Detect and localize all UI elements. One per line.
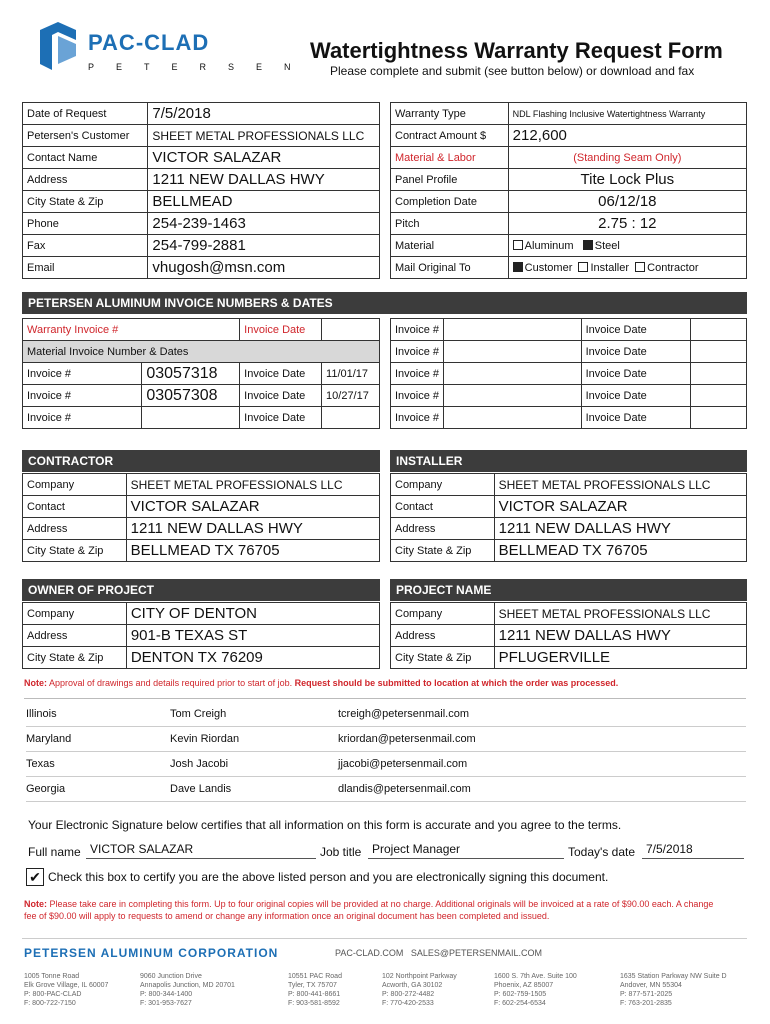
certify-text: Check this box to certify you are the above listed person and you are electronically signing this document.	[48, 870, 609, 884]
label: Invoice Date	[240, 407, 322, 429]
label: Contact	[23, 496, 127, 518]
label: Address	[23, 625, 127, 647]
label: City State & Zip	[391, 647, 495, 669]
label: Panel Profile	[391, 169, 509, 191]
job-title-label: Job title	[320, 845, 362, 859]
invoice-left-table	[22, 318, 380, 429]
invoice-date-field[interactable]: 10/27/17	[322, 385, 380, 407]
label: Contact	[391, 496, 495, 518]
phone-field[interactable]: 254-239-1463	[148, 213, 380, 235]
owner-address-field[interactable]: 901-B TEXAS ST	[126, 625, 379, 647]
city-field[interactable]: BELLMEAD	[148, 191, 380, 213]
label: Address	[23, 169, 148, 191]
material-invoice-title: Material Invoice Number & Dates	[23, 341, 380, 363]
invoice-number-field[interactable]: 03057318	[142, 363, 240, 385]
contract-amount-field[interactable]: 212,600	[508, 125, 746, 147]
label: City State & Zip	[23, 647, 127, 669]
full-name-field[interactable]	[86, 842, 316, 859]
label: Address	[391, 518, 495, 540]
invoice-number-field[interactable]	[444, 319, 582, 341]
invoice-right-table	[390, 318, 747, 429]
label: Warranty Type	[391, 103, 509, 125]
invoice-number-field[interactable]	[444, 341, 582, 363]
contact-state: Georgia	[26, 783, 66, 795]
installer-table	[390, 473, 747, 562]
project-company-field[interactable]: SHEET METAL PROFESSIONALS LLC	[494, 603, 746, 625]
note-text: Approval of drawings and details required prior to start of job.	[49, 678, 293, 688]
contact-email[interactable]: dlandis@petersenmail.com	[338, 783, 471, 795]
project-city-field[interactable]: PFLUGERVILLE	[494, 647, 746, 669]
label: Petersen's Customer	[23, 125, 148, 147]
label: Invoice #	[23, 407, 142, 429]
panel-profile-field[interactable]: Tite Lock Plus	[508, 169, 746, 191]
address-field[interactable]: 1211 NEW DALLAS HWY	[148, 169, 380, 191]
label: Invoice Date	[240, 363, 322, 385]
installer-checkbox[interactable]	[578, 262, 588, 272]
contact-name: Tom Creigh	[170, 708, 227, 720]
fee-note	[24, 898, 728, 922]
label: Company	[23, 603, 127, 625]
owner-company-field[interactable]: CITY OF DENTON	[126, 603, 379, 625]
warranty-invoice-label: Warranty Invoice #	[23, 319, 240, 341]
label: Invoice #	[391, 319, 444, 341]
office-address: 1005 Tonne Road Elk Grove Village, IL 60007 P: 800-PAC-CLAD F: 800-722-7150	[24, 973, 109, 1007]
email-field[interactable]: vhugosh@msn.com	[148, 257, 380, 279]
date-field[interactable]: 7/5/2018	[148, 103, 380, 125]
label: Contract Amount $	[391, 125, 509, 147]
footer-company: PETERSEN ALUMINUM CORPORATION	[24, 946, 279, 960]
full-name-value: VICTOR SALAZAR	[90, 842, 194, 856]
form-title: Watertightness Warranty Request Form	[310, 38, 723, 63]
contractor-city-field[interactable]: BELLMEAD TX 76705	[126, 540, 379, 562]
note-text: Please take care in completing this form. Up to four original copies will be provided at no charge. Additional originals will be invoiced at a rate of $90.00 each. A change fee of $90.00 will apply to requests to amend or change any information once an original document has been completed and issued.	[24, 899, 714, 921]
contact-state: Texas	[26, 758, 55, 770]
full-name-label: Full name	[28, 845, 81, 859]
customer-checkbox[interactable]	[513, 262, 523, 272]
date-field[interactable]	[642, 842, 744, 859]
contractor-table	[22, 473, 380, 562]
installer-city-field[interactable]: BELLMEAD TX 76705	[494, 540, 746, 562]
label: Invoice Date	[581, 319, 690, 341]
owner-city-field[interactable]: DENTON TX 76209	[126, 647, 379, 669]
pitch-field[interactable]: 2.75 : 12	[508, 213, 746, 235]
office-address: 102 Northpoint Parkway Acworth, GA 30102 P: 800-272-4482 F: 770-420-2533	[382, 973, 457, 1007]
signature-statement: Your Electronic Signature below certifies that all information on this form is accurate and you agree to the terms.	[28, 818, 622, 832]
label: Company	[391, 603, 495, 625]
option-label: Installer	[590, 261, 630, 274]
label: Invoice #	[391, 341, 444, 363]
installer-contact-field[interactable]: VICTOR SALAZAR	[494, 496, 746, 518]
sales-contacts	[26, 702, 748, 802]
contact-name: Kevin Riordan	[170, 733, 240, 745]
contractor-checkbox[interactable]	[635, 262, 645, 272]
contractor-address-field[interactable]: 1211 NEW DALLAS HWY	[126, 518, 379, 540]
invoice-number-field[interactable]	[444, 385, 582, 407]
invoice-date-field[interactable]	[690, 407, 746, 429]
form-subtitle: Please complete and submit (see button below) or download and fax	[330, 64, 695, 78]
office-address: 10551 PAC Road Tyler, TX 75707 P: 800-441-8661 F: 903-581-8592	[288, 973, 342, 1007]
steel-checkbox[interactable]	[583, 240, 593, 250]
invoice-number-field[interactable]	[444, 407, 582, 429]
note-label: Note:	[24, 678, 47, 688]
note-emphasis: Request should be submitted to location at which the order was processed.	[294, 678, 619, 688]
label: City State & Zip	[23, 540, 127, 562]
label: Invoice Date	[581, 385, 690, 407]
label: City State & Zip	[23, 191, 148, 213]
option-label: Contractor	[647, 261, 699, 274]
customer-field[interactable]: SHEET METAL PROFESSIONALS LLC	[148, 125, 380, 147]
installer-address-field[interactable]: 1211 NEW DALLAS HWY	[494, 518, 746, 540]
owner-header: OWNER OF PROJECT	[22, 579, 380, 601]
invoice-number-field[interactable]	[444, 363, 582, 385]
contractor-header: CONTRACTOR	[22, 450, 380, 472]
footer-divider	[22, 938, 747, 939]
contact-row	[26, 727, 746, 752]
invoice-date-field[interactable]	[690, 341, 746, 363]
invoice-date-field[interactable]: 11/01/17	[322, 363, 380, 385]
label: Mail Original To	[391, 257, 509, 279]
note-label: Note:	[24, 899, 47, 909]
request-info-table	[22, 102, 380, 279]
project-header: PROJECT NAME	[390, 579, 747, 601]
label: City State & Zip	[391, 540, 495, 562]
certify-checkbox[interactable]: ✔	[26, 868, 44, 886]
material-options	[508, 235, 746, 257]
job-title-field[interactable]	[368, 842, 564, 859]
contact-row	[26, 752, 746, 777]
invoice-section-header: PETERSEN ALUMINUM INVOICE NUMBERS & DATES	[22, 292, 747, 314]
label: Date of Request	[23, 103, 148, 125]
label: Invoice Date	[581, 363, 690, 385]
label: Invoice #	[391, 407, 444, 429]
label: Invoice #	[23, 385, 142, 407]
warranty-type-select[interactable]: NDL Flashing Inclusive Watertightness Warranty	[508, 103, 746, 125]
installer-company-field[interactable]: SHEET METAL PROFESSIONALS LLC	[494, 474, 746, 496]
label: Invoice #	[391, 363, 444, 385]
invoice-date-field[interactable]	[322, 407, 380, 429]
invoice-number-field[interactable]	[142, 407, 240, 429]
label: Fax	[23, 235, 148, 257]
owner-table	[22, 602, 380, 669]
contact-email[interactable]: tcreigh@petersenmail.com	[338, 708, 469, 720]
divider	[24, 698, 746, 699]
pac-clad-logo-icon	[36, 22, 80, 70]
contractor-company-field[interactable]: SHEET METAL PROFESSIONALS LLC	[126, 474, 379, 496]
contact-state: Illinois	[26, 708, 57, 720]
contractor-contact-field[interactable]: VICTOR SALAZAR	[126, 496, 379, 518]
mail-options	[508, 257, 746, 279]
label: Phone	[23, 213, 148, 235]
brand-name: PAC-CLAD	[88, 30, 210, 55]
fax-field[interactable]: 254-799-2881	[148, 235, 380, 257]
contact-email[interactable]: jjacobi@petersenmail.com	[338, 758, 468, 770]
label: Invoice Date	[240, 385, 322, 407]
label: Company	[391, 474, 495, 496]
label: Address	[23, 518, 127, 540]
date-label: Today's date	[568, 845, 636, 859]
contact-email[interactable]: kriordan@petersenmail.com	[338, 733, 476, 745]
material-labor-field[interactable]: (Standing Seam Only)	[508, 147, 746, 169]
invoice-date-field[interactable]	[690, 385, 746, 407]
label: Pitch	[391, 213, 509, 235]
label: Completion Date	[391, 191, 509, 213]
label: Invoice #	[23, 363, 142, 385]
aluminum-checkbox[interactable]	[513, 240, 523, 250]
approval-note	[24, 678, 618, 688]
job-title-value: Project Manager	[372, 842, 461, 856]
contact-name-field[interactable]: VICTOR SALAZAR	[148, 147, 380, 169]
option-label: Customer	[524, 261, 573, 274]
label: Company	[23, 474, 127, 496]
contact-name: Josh Jacobi	[170, 758, 229, 770]
project-address-field[interactable]: 1211 NEW DALLAS HWY	[494, 625, 746, 647]
contact-row	[26, 702, 746, 727]
footer-links[interactable]: PAC-CLAD.COM SALES@PETERSENMAIL.COM	[335, 948, 543, 958]
option-label: Aluminum	[524, 239, 574, 252]
label: Address	[391, 625, 495, 647]
invoice-date-field[interactable]	[690, 319, 746, 341]
contact-name: Dave Landis	[170, 783, 232, 795]
office-address: 9060 Junction Drive Annapolis Junction, MD 20701 P: 800-344-1400 F: 301-953-7627	[140, 973, 235, 1007]
contact-state: Maryland	[26, 733, 72, 745]
warranty-invoice-date[interactable]	[322, 319, 380, 341]
office-address: 1635 Station Parkway NW Suite D Andover, MN 55304 P: 877-571-2025 F: 763-201-2835	[620, 973, 727, 1007]
label: Invoice #	[391, 385, 444, 407]
label: Material & Labor	[391, 147, 509, 169]
contact-row	[26, 777, 746, 802]
invoice-date-label: Invoice Date	[240, 319, 322, 341]
project-table	[390, 602, 747, 669]
label: Email	[23, 257, 148, 279]
warranty-info-table	[390, 102, 747, 279]
label: Invoice Date	[581, 407, 690, 429]
completion-date-field[interactable]: 06/12/18	[508, 191, 746, 213]
option-label: Steel	[594, 239, 620, 252]
invoice-date-field[interactable]	[690, 363, 746, 385]
date-value: 7/5/2018	[646, 842, 693, 856]
office-address: 1600 S. 7th Ave. Suite 100 Phoenix, AZ 85007 P: 602-759-1505 F: 602-254-6534	[494, 973, 577, 1007]
label: Contact Name	[23, 147, 148, 169]
brand-sub: PETERSEN	[88, 62, 313, 72]
invoice-number-field[interactable]: 03057308	[142, 385, 240, 407]
label: Material	[391, 235, 509, 257]
installer-header: INSTALLER	[390, 450, 747, 472]
label: Invoice Date	[581, 341, 690, 363]
